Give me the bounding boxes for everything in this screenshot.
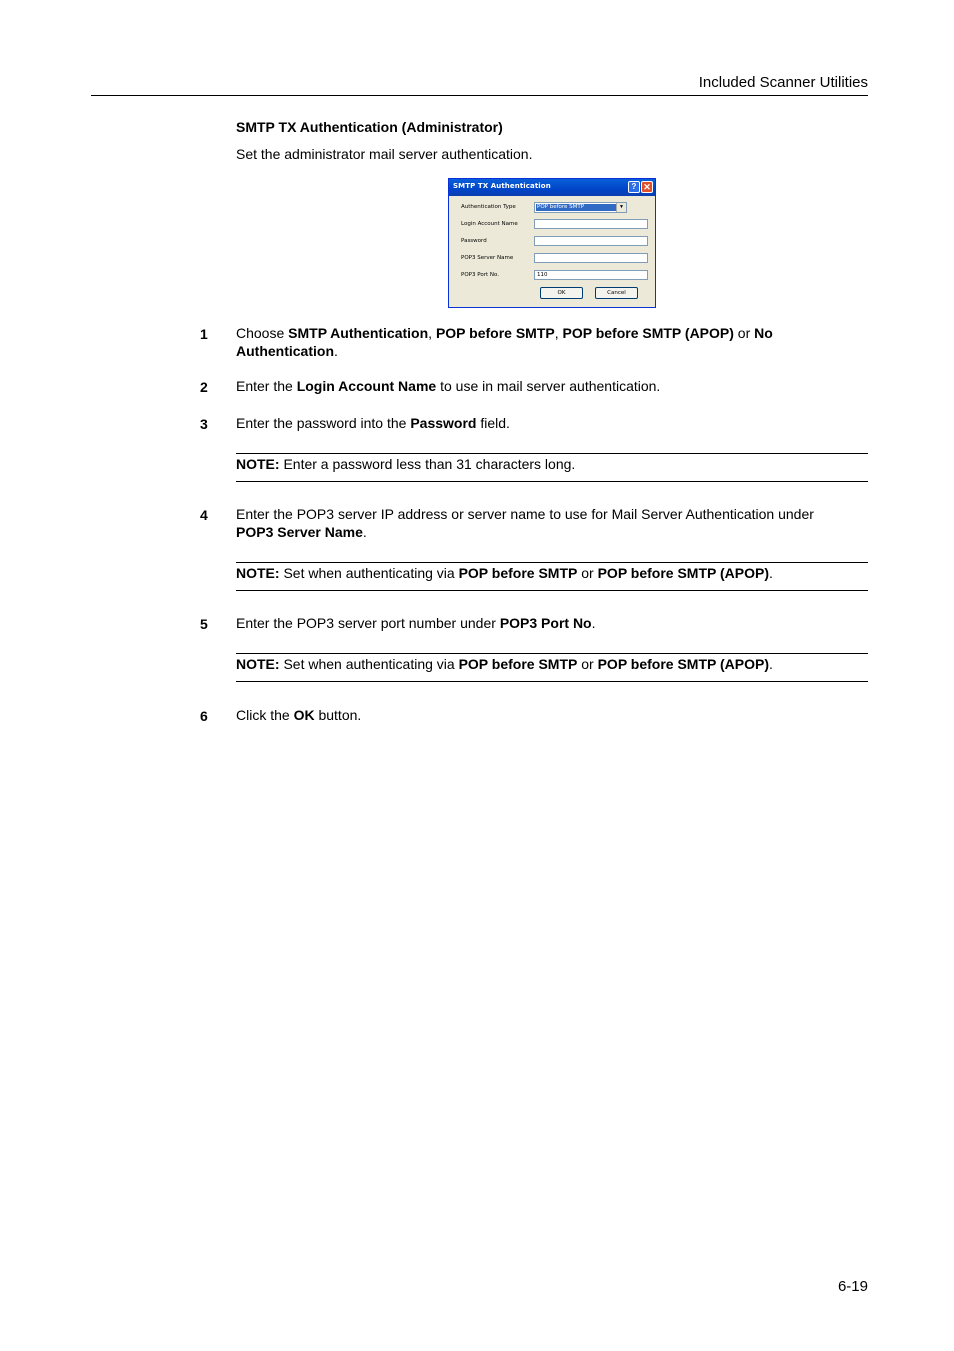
step-number: 2 xyxy=(200,379,208,395)
text-run: field. xyxy=(476,415,510,431)
step-number: 3 xyxy=(200,416,208,432)
step-text xyxy=(236,324,836,360)
auth-type-label: Authentication Type xyxy=(461,204,516,210)
note-rule-bottom xyxy=(236,681,868,682)
login-label: Login Account Name xyxy=(461,221,518,227)
bold-term: POP before SMTP xyxy=(435,325,555,341)
note xyxy=(236,565,773,581)
text-run: Click the xyxy=(236,707,294,723)
bold-term: POP3 Server Name xyxy=(236,524,363,540)
section-intro: Set the administrator mail server authentication. xyxy=(236,146,533,162)
bold-term: Login Account Name xyxy=(296,378,437,394)
bold-term: POP before SMTP xyxy=(458,656,578,672)
bold-term: NOTE: xyxy=(236,565,280,581)
bold-term: POP before SMTP (APOP) xyxy=(562,325,734,341)
page-number: 6-19 xyxy=(837,1278,868,1295)
login-field[interactable] xyxy=(534,219,648,229)
text-run: Set when authenticating via xyxy=(279,656,459,672)
pop3-port-label: POP3 Port No. xyxy=(461,272,499,278)
text-run: Enter the password into the xyxy=(236,415,411,431)
section-title: SMTP TX Authentication (Administrator) xyxy=(236,119,503,135)
bold-term: NOTE: xyxy=(236,456,280,472)
step-number: 1 xyxy=(200,326,208,342)
text-run: Enter the POP3 server IP address or server name to use for Mail Server Authentication under xyxy=(236,506,814,522)
bold-term: POP3 Port No xyxy=(499,615,592,631)
note-rule-bottom xyxy=(236,481,868,482)
note xyxy=(236,456,575,472)
password-label: Password xyxy=(461,238,487,244)
bold-term: NOTE: xyxy=(236,656,280,672)
text-run: Enter the POP3 server port number under xyxy=(236,615,500,631)
step-text xyxy=(236,614,836,632)
bold-term: SMTP Authentication xyxy=(288,325,429,341)
text-run: or xyxy=(733,325,755,341)
text-run: Enter the xyxy=(236,378,297,394)
bold-term: POP before SMTP xyxy=(458,565,578,581)
chevron-down-icon[interactable]: ▼ xyxy=(616,203,626,212)
close-icon[interactable]: ✕ xyxy=(641,181,653,193)
text-run: . xyxy=(362,524,367,540)
smtp-auth-dialog xyxy=(448,178,656,308)
cancel-button[interactable]: Cancel xyxy=(595,287,638,299)
step-text xyxy=(236,706,836,724)
note-rule-top xyxy=(236,653,868,654)
text-run: , xyxy=(554,325,563,341)
step-text xyxy=(236,505,836,541)
text-run: . xyxy=(591,615,596,631)
text-run: or xyxy=(577,656,598,672)
bold-term: POP before SMTP (APOP) xyxy=(597,656,769,672)
dialog-titlebar xyxy=(449,179,655,196)
bold-term: POP before SMTP (APOP) xyxy=(597,565,769,581)
text-run: , xyxy=(428,325,436,341)
step-number: 5 xyxy=(200,616,208,632)
text-run: button. xyxy=(314,707,362,723)
pop3-server-label: POP3 Server Name xyxy=(461,255,514,261)
step-text xyxy=(236,414,836,432)
header-rule xyxy=(91,95,868,96)
text-run: . xyxy=(334,343,338,359)
note-rule-bottom xyxy=(236,590,868,591)
text-run: to use in mail server authentication. xyxy=(436,378,661,394)
text-run: Set when authenticating via xyxy=(279,565,459,581)
auth-type-value: POP before SMTP xyxy=(536,204,616,211)
help-icon[interactable]: ? xyxy=(628,181,640,193)
bold-term: Password xyxy=(410,415,477,431)
pop3-port-field[interactable]: 110 xyxy=(534,270,648,280)
note-rule-top xyxy=(236,453,868,454)
bold-term: OK xyxy=(293,707,315,723)
step-number: 6 xyxy=(200,708,208,724)
text-run: Choose xyxy=(236,325,289,341)
password-field[interactable] xyxy=(534,236,648,246)
bold-term: No Authentication xyxy=(236,325,773,359)
pop3-server-field[interactable] xyxy=(534,253,648,263)
note xyxy=(236,656,773,672)
step-text xyxy=(236,377,836,395)
ok-button[interactable]: OK xyxy=(540,287,583,299)
auth-type-select[interactable] xyxy=(534,202,627,213)
dialog-title: SMTP TX Authentication xyxy=(453,182,551,190)
note-rule-top xyxy=(236,562,868,563)
text-run: Enter a password less than 31 characters long. xyxy=(279,456,576,472)
step-number: 4 xyxy=(200,507,208,523)
text-run: . xyxy=(769,656,773,672)
text-run: . xyxy=(769,565,773,581)
text-run: or xyxy=(577,565,598,581)
running-header: Included Scanner Utilities xyxy=(698,74,868,91)
